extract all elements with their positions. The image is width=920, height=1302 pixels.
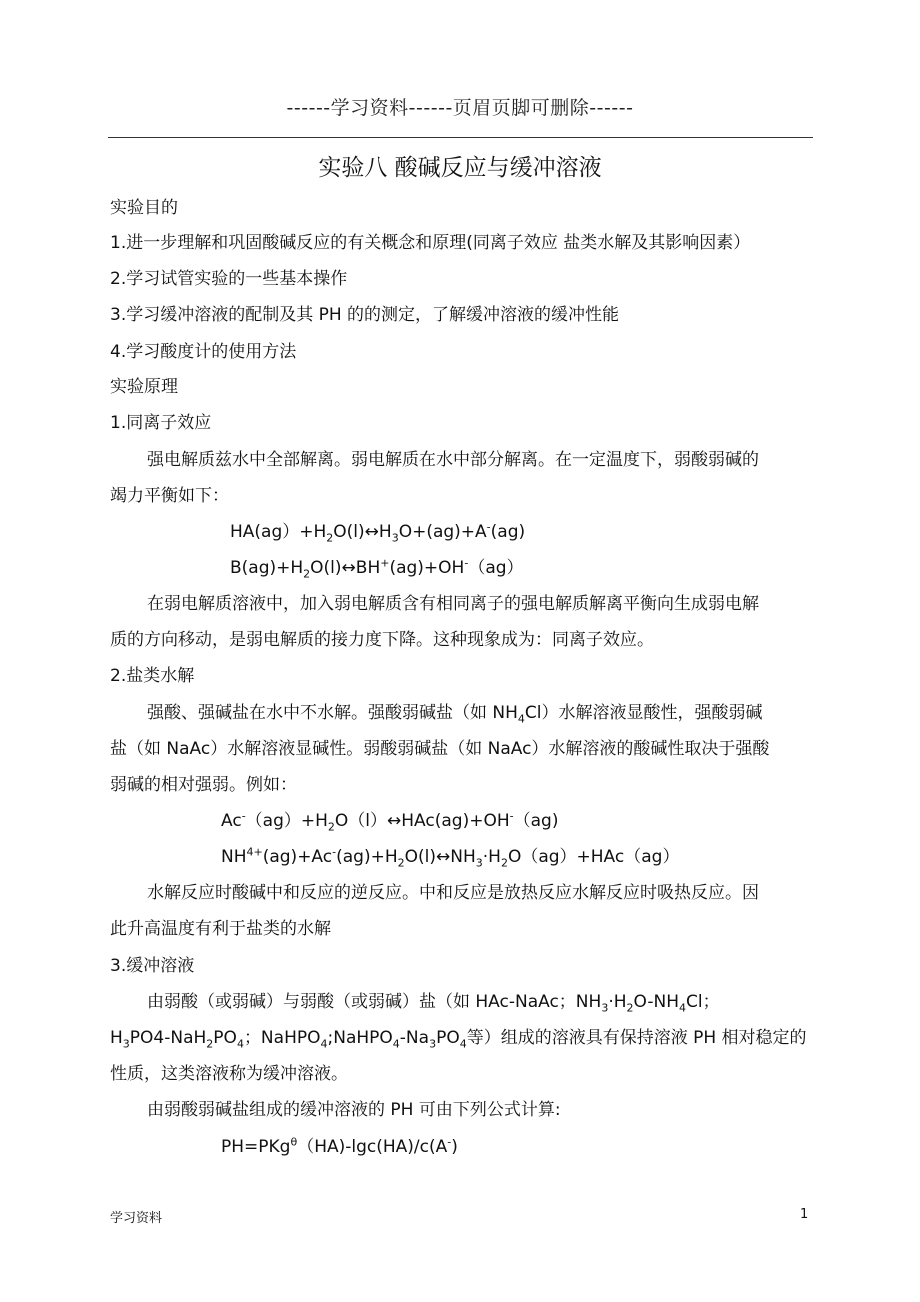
section-2-heading: 2.盐类水解 [110, 666, 195, 686]
section-3-paragraph-1-line-2: $H_3PO4-NaH_2PO_4$；$NaHPO_4;NaHPO_4-Na_3PO_4$等）组成的溶液具有保持溶液 PH 相对稳定的 [110, 1028, 807, 1051]
section-1-heading: 1.同离子效应 [110, 413, 212, 433]
section-1-paragraph-1-line-1: 强电解质兹水中全部解离。弱电解质在水中部分解离。在一定温度下，弱酸弱碱的 [147, 450, 759, 470]
purpose-heading: 实验目的 [110, 198, 178, 218]
purpose-item-3: 3.学习缓冲溶液的配制及其 PH 的的测定，了解缓冲溶液的缓冲性能 [110, 305, 620, 325]
equation-nh4-ac-hydrolysis: $NH^{4+}(ag)+Ac^-(ag)+H_2O(l)\leftrightarrow NH_3\cdot H_2O(ag)+HAc(ag)$ [221, 845, 680, 870]
section-1-paragraph-1-line-2: 竭力平衡如下： [110, 486, 229, 506]
section-2-paragraph-1-line-2: 盐（如 NaAc）水解溶液显碱性。弱酸弱碱盐（如 NaAc）水解溶液的酸碱性取决于强酸 [110, 739, 770, 759]
section-2-paragraph-2-line-1: 水解反应时酸碱中和反应的逆反应。中和反应是放热反应水解反应时吸热反应。因 [147, 883, 759, 903]
purpose-item-4: 4.学习酸度计的使用方法 [110, 342, 297, 362]
section-3-heading: 3.缓冲溶液 [110, 956, 195, 976]
section-3-paragraph-1-line-1: 由弱酸（或弱碱）与弱酸（或弱碱）盐（如 HAc-NaAc；$NH_3\cdot H_2O-NH_4Cl$； [147, 992, 720, 1015]
header-divider [108, 137, 813, 138]
purpose-item-1: 1.进一步理解和巩固酸碱反应的有关概念和原理(同离子效应 盐类水解及其影响因素） [110, 233, 751, 253]
page-header: ------学习资料------页眉页脚可删除------ [286, 97, 634, 119]
page-number: 1 [800, 1207, 809, 1222]
section-3-paragraph-1-line-3: 性质，这类溶液称为缓冲溶液。 [110, 1064, 348, 1084]
section-1-paragraph-2-line-2: 质的方向移动，是弱电解质的接力度下降。这种现象成为：同离子效应。 [110, 630, 654, 650]
equation-buffer-ph: PH=PKg$^\theta$（HA)-lgc(HA)/c(A-) [221, 1135, 458, 1157]
section-2-paragraph-1-line-3: 弱碱的相对强弱。例如： [110, 775, 297, 795]
section-1-paragraph-2-line-1: 在弱电解质溶液中，加入弱电解质含有相同离子的强电解质解离平衡向生成弱电解 [147, 594, 759, 614]
section-2-paragraph-1-line-1: 强酸、强碱盐在水中不水解。强酸弱碱盐（如 $NH_4Cl$）水解溶液显酸性，强酸弱碱 [147, 703, 763, 726]
equation-ac-hydrolysis: $Ac^-(ag)+H_2O(l)\leftrightarrow HAc(ag)+OH^-(ag)$ [221, 809, 559, 834]
page-title: 实验八 酸碱反应与缓冲溶液 [318, 155, 602, 181]
footer-text: 学习资料 [110, 1211, 163, 1226]
equation-ha-dissociation: $HA(ag)+H_2O(l)\leftrightarrow H_3O+(ag)+A^-(ag)$ [230, 520, 526, 545]
equation-b-dissociation: $B(ag)+H_2O(l)\leftrightarrow BH^+(ag)+OH^-(ag)$ [230, 556, 524, 581]
principle-heading: 实验原理 [110, 377, 178, 397]
section-3-paragraph-2: 由弱酸弱碱盐组成的缓冲溶液的 PH 可由下列公式计算: [147, 1100, 561, 1120]
purpose-item-2: 2.学习试管实验的一些基本操作 [110, 269, 348, 289]
section-2-paragraph-2-line-2: 此升高温度有利于盐类的水解 [110, 919, 331, 939]
